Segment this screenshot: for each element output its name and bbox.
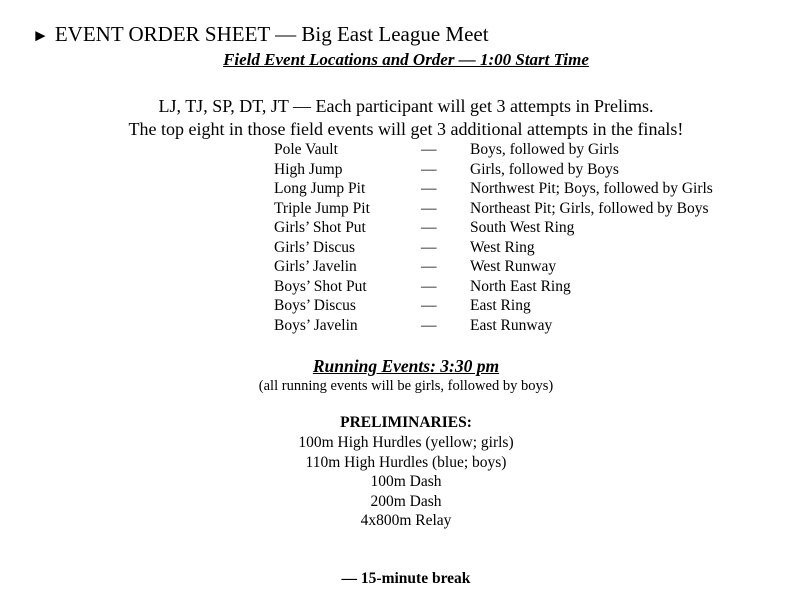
page-title: [32, 22, 489, 47]
field-event-name: Boys’ Discus: [274, 297, 356, 314]
field-event-name: Pole Vault: [274, 141, 338, 158]
field-event-location: South West Ring: [470, 219, 575, 236]
list-item: 110m High Hurdles (blue; boys): [305, 453, 507, 471]
page-title-text: EVENT ORDER SHEET — Big East League Meet: [54, 22, 489, 46]
field-event-dash: —: [421, 258, 437, 275]
field-event-name: Girls’ Javelin: [274, 258, 357, 275]
field-event-name: High Jump: [274, 160, 343, 178]
field-event-location: East Runway: [470, 316, 553, 334]
field-event-dash: —: [421, 160, 437, 178]
running-events-note: (all running events will be girls, followed by boys): [258, 378, 554, 394]
field-event-name: Girls’ Shot Put: [274, 219, 366, 236]
list-item: 100m Dash: [370, 473, 442, 490]
arrow-right-icon: ►: [32, 26, 49, 45]
field-event-name: Boys’ Javelin: [274, 316, 358, 334]
field-event-location: East Ring: [470, 297, 531, 314]
list-item: 100m High Hurdles (yellow; girls): [298, 434, 514, 451]
field-event-dash: —: [421, 277, 437, 295]
break-note: — 15-minute break: [341, 570, 471, 587]
intro-line-2: The top eight in those field events will get 3 additional attempts in the finals!: [128, 119, 684, 139]
list-item: 200m Dash: [370, 492, 442, 510]
field-event-dash: —: [421, 199, 437, 217]
field-event-location: Northwest Pit; Boys, followed by Girls: [470, 180, 713, 197]
field-event-location: West Runway: [470, 258, 557, 275]
field-event-name: Triple Jump Pit: [274, 199, 370, 217]
preliminaries-heading: PRELIMINARIES:: [340, 414, 472, 431]
preliminaries-list: [0, 433, 800, 531]
field-event-location: West Ring: [470, 238, 535, 256]
field-event-location: Girls, followed by Boys: [470, 160, 619, 178]
field-event-location: North East Ring: [470, 277, 571, 295]
field-event-name: Boys’ Shot Put: [274, 277, 367, 295]
field-event-dash: —: [421, 238, 437, 256]
field-event-dash: —: [421, 297, 437, 314]
field-event-dash: —: [421, 316, 437, 334]
field-event-location: Northeast Pit; Girls, followed by Boys: [470, 199, 709, 217]
field-event-dash: —: [421, 219, 437, 236]
list-item: 4x800m Relay: [360, 512, 452, 529]
field-event-name: Girls’ Discus: [274, 238, 356, 256]
field-event-name: Long Jump Pit: [274, 180, 366, 197]
field-event-dash: —: [421, 141, 437, 158]
field-event-dash: —: [421, 180, 437, 197]
field-event-location: Boys, followed by Girls: [470, 141, 619, 158]
field-events-subtitle: Field Event Locations and Order — 1:00 Start Time: [223, 50, 589, 69]
intro-line-1: LJ, TJ, SP, DT, JT — Each participant will get 3 attempts in Prelims.: [158, 96, 654, 116]
running-events-heading: Running Events: 3:30 pm: [312, 356, 500, 376]
